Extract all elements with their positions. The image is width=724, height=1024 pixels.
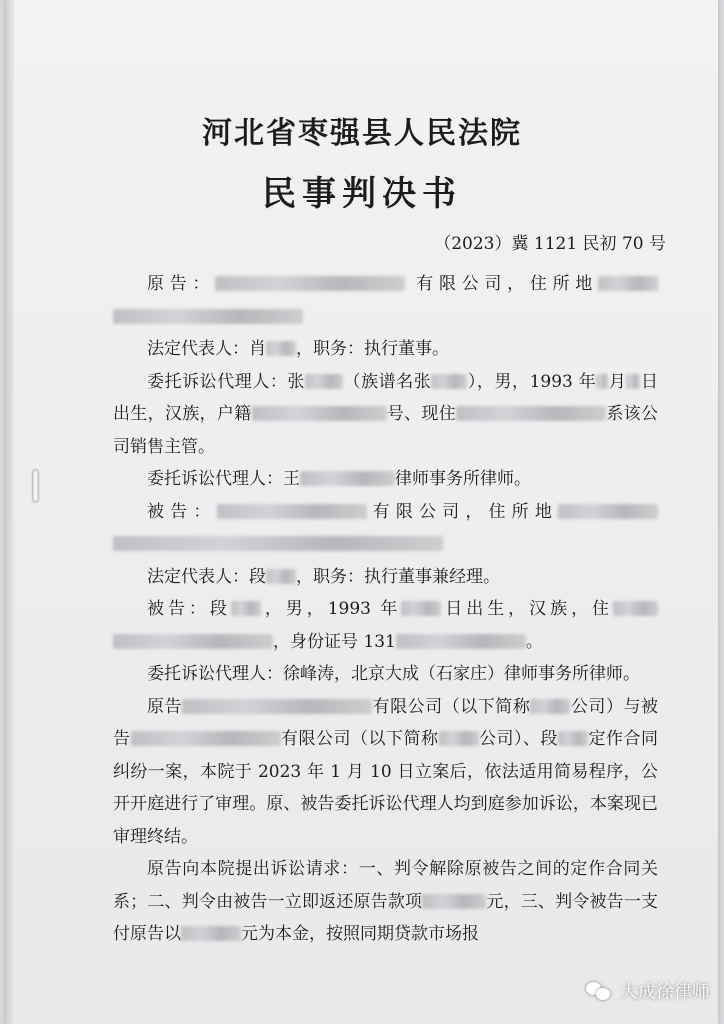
text-run: ，身份证号 131 bbox=[273, 631, 396, 652]
claims-paragraph bbox=[113, 853, 658, 951]
document-title: 民事判决书 bbox=[262, 174, 462, 214]
text-run: 号、现住 bbox=[386, 404, 457, 424]
text-run: 委托诉讼代理人：王 bbox=[147, 469, 300, 489]
redacted-block bbox=[217, 504, 367, 519]
redacted-block bbox=[613, 601, 658, 616]
text-run: 律师事务所律师。 bbox=[395, 469, 531, 489]
text-run: 公司）与被告 bbox=[113, 696, 659, 749]
text-run: 原告向本院提出诉讼请求：一、判令解除原被告之间的定作合同关系；二、判令由被告一立即返还原告款项 bbox=[113, 859, 658, 912]
redacted-block bbox=[558, 504, 658, 519]
defendant-person-paragraph bbox=[113, 593, 658, 658]
redacted-block bbox=[596, 374, 608, 389]
redacted-block bbox=[300, 471, 395, 486]
text-run: 委托诉讼代理人：张 bbox=[147, 371, 305, 392]
redacted-block bbox=[530, 699, 570, 714]
text-run: 元为本金，按照同期贷款市场报 bbox=[241, 924, 479, 944]
redacted-block bbox=[439, 731, 479, 746]
redacted-block bbox=[181, 926, 241, 941]
redacted-block bbox=[231, 601, 261, 616]
text-run: ），男，1993 年 bbox=[467, 371, 597, 392]
redacted-block bbox=[131, 731, 281, 746]
redacted-block bbox=[252, 406, 387, 421]
redacted-block bbox=[215, 276, 405, 291]
text-run: 有限公司（以下简称 bbox=[372, 696, 531, 717]
defendant-company-paragraph bbox=[113, 496, 658, 561]
text-run: 法定代表人：肖 bbox=[147, 339, 266, 359]
text-run: 公司）、段 bbox=[478, 729, 558, 749]
court-name: 河北省枣强县人民法院 bbox=[202, 116, 522, 151]
text-run: 被告： bbox=[147, 501, 217, 522]
agent-wang-paragraph bbox=[113, 463, 658, 496]
redacted-block bbox=[182, 699, 372, 714]
redacted-block bbox=[266, 341, 296, 356]
text-run: 月 bbox=[608, 371, 627, 392]
legal-rep-paragraph bbox=[113, 333, 658, 366]
redacted-block bbox=[422, 894, 486, 909]
redacted-block bbox=[113, 634, 273, 649]
case-intro-paragraph bbox=[113, 691, 658, 854]
text-run: 有限公司，住所地 bbox=[416, 274, 599, 294]
text-run: 元，三、判令被告一支付原告以 bbox=[113, 891, 659, 944]
redacted-block bbox=[266, 569, 296, 584]
text-run: 定作合同纠纷一案，本院于 2023 年 1 月 10 日立案后，依法适用简易程序，公开开庭进行了审理。原、被告委托诉讼代理人均到庭参加诉讼，本案现已审理终结。 bbox=[113, 729, 658, 847]
text-run: ，男，1993 年 bbox=[260, 599, 402, 619]
text-run: 有限公司（以下简称 bbox=[280, 729, 439, 749]
redacted-block bbox=[113, 309, 303, 324]
redacted-block bbox=[598, 276, 658, 291]
text-run: （族谱名张 bbox=[342, 371, 432, 392]
text-run: 有限公司，住所地 bbox=[366, 501, 558, 522]
text-run: ，职务：执行董事兼经理。 bbox=[296, 566, 500, 587]
text-run: 被告：段 bbox=[147, 599, 231, 619]
text-run: 原告 bbox=[147, 696, 183, 717]
wechat-icon bbox=[586, 980, 612, 1002]
redacted-block bbox=[456, 406, 606, 421]
redacted-block bbox=[396, 634, 526, 649]
redacted-block bbox=[113, 536, 443, 551]
text-run: 系该公司销售主管。 bbox=[113, 404, 658, 457]
watermark-text: 大成徐律师 bbox=[620, 982, 710, 1003]
case-number: （2023）冀 1121 民初 70 号 bbox=[434, 234, 666, 254]
defendant-rep-paragraph bbox=[113, 561, 658, 594]
redacted-block bbox=[305, 374, 343, 389]
text-run: 。 bbox=[525, 631, 543, 652]
text-run: 原告： bbox=[147, 274, 216, 294]
redacted-block bbox=[626, 374, 640, 389]
text-run: 法定代表人：段 bbox=[147, 566, 266, 587]
watermark bbox=[586, 978, 710, 1004]
text-run: 日出生，汉族，住 bbox=[441, 599, 614, 619]
redacted-block bbox=[431, 374, 467, 389]
agent-xu-paragraph: 委托诉讼代理人：徐峰涛，北京大成（石家庄）律师事务所律师。 bbox=[147, 664, 640, 684]
agent-zhang-paragraph bbox=[113, 366, 658, 464]
text-run: ，职务：执行董事。 bbox=[296, 339, 449, 359]
text-run: 日出生，汉族，户籍 bbox=[113, 371, 659, 424]
redacted-block bbox=[401, 601, 441, 616]
redacted-block bbox=[558, 731, 588, 746]
plaintiff-paragraph bbox=[113, 268, 658, 333]
document-body bbox=[113, 268, 658, 951]
